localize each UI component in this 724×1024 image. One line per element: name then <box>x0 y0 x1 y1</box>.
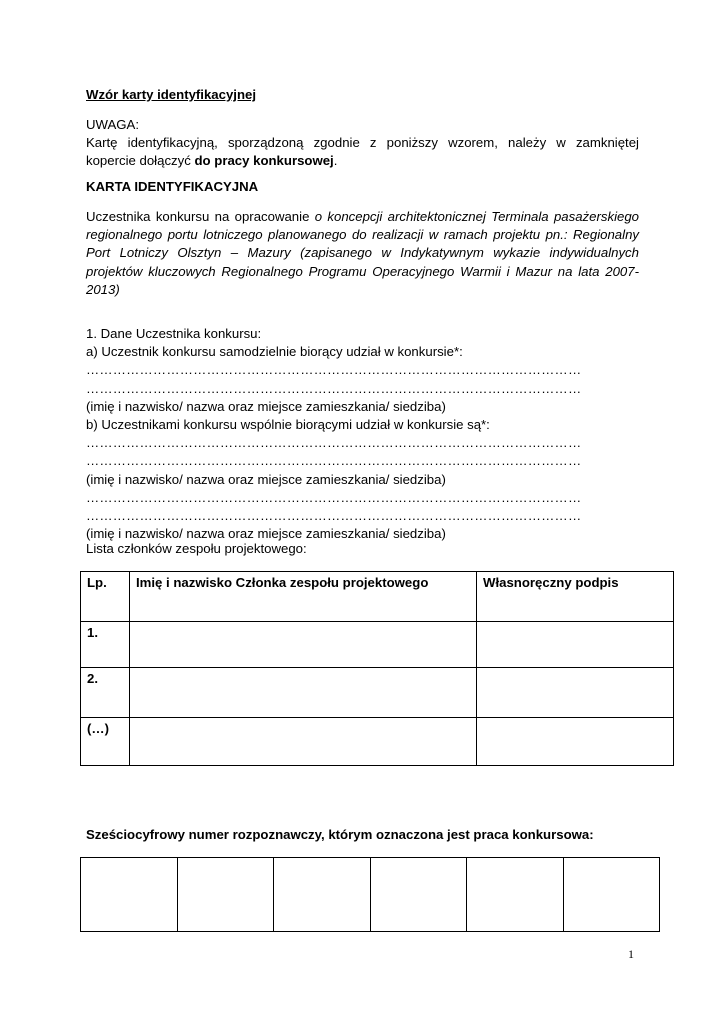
intro-line-5: 2013) <box>86 281 120 297</box>
table-row <box>81 622 674 668</box>
id-number-label: Sześciocyfrowy numer rozpoznawczy, którym oznaczona jest praca konkursowa: <box>86 827 594 842</box>
notice-line-1: Kartę identyfikacyjną, sporządzoną zgodnie z poniższy wzorem, należy w zamkniętej <box>86 135 639 151</box>
notice <box>86 116 639 171</box>
intro-line-4: projektów kluczowych Regionalnego Programu Operacyjnego Warmii i Mazur na lata 2007- <box>86 263 639 279</box>
digit-box-6[interactable] <box>563 858 660 932</box>
intro-paragraph <box>86 208 639 299</box>
notice-line-2-prefix: kopercie dołączyć <box>86 153 195 169</box>
intro-line-3: Port Lotniczy Olsztyn – Mazury (zapisanego w Indykatywnym wykazie indywidualnych <box>86 245 639 261</box>
digit-box-3[interactable] <box>274 858 371 932</box>
signature-cell[interactable] <box>477 622 674 668</box>
signature-cell[interactable] <box>477 668 674 718</box>
notice-heading: UWAGA: <box>86 117 139 132</box>
fill-line: ………………………………………………………………………………………………… <box>86 489 582 505</box>
member-name-cell[interactable] <box>130 718 477 766</box>
intro-line-1-prefix: Uczestnika konkursu na opracowanie <box>86 209 315 224</box>
team-list-label: Lista członków zespołu projektowego: <box>86 541 307 556</box>
fill-line: ………………………………………………………………………………………………… <box>86 362 582 378</box>
joint-participants-section <box>86 416 639 543</box>
option-a-label: a) Uczestnik konkursu samodzielnie biorący udział w konkursie*: <box>86 344 463 360</box>
digit-box-4[interactable] <box>370 858 467 932</box>
intro-line-1 <box>86 208 639 226</box>
participant-data-section <box>86 325 639 416</box>
fill-line: ………………………………………………………………………………………………… <box>86 453 582 469</box>
table-header-row <box>81 572 674 622</box>
field-caption: (imię i nazwisko/ nazwa oraz miejsce zamieszkania/ siedziba) <box>86 471 446 487</box>
signature-cell[interactable] <box>477 718 674 766</box>
fill-line: ………………………………………………………………………………………………… <box>86 508 582 524</box>
participant-data-heading: 1. Dane Uczestnika konkursu: <box>86 326 262 341</box>
fill-line: ………………………………………………………………………………………………… <box>86 380 582 396</box>
digit-box-2[interactable] <box>177 858 274 932</box>
card-heading: KARTA IDENTYFIKACYJNA <box>86 179 259 194</box>
header-lp: Lp. <box>81 572 130 622</box>
field-caption: (imię i nazwisko/ nazwa oraz miejsce zamieszkania/ siedziba) <box>86 526 446 542</box>
option-b-label: b) Uczestnikami konkursu wspólnie biorącymi udział w konkursie są*: <box>86 417 490 432</box>
row-number: 1. <box>81 622 130 668</box>
row-number: 2. <box>81 668 130 718</box>
notice-line-2-bold: do pracy konkursowej <box>194 153 334 169</box>
notice-line-2 <box>86 152 639 170</box>
fill-line: ………………………………………………………………………………………………… <box>86 435 582 451</box>
digit-box-5[interactable] <box>467 858 564 932</box>
id-number-boxes <box>80 857 660 932</box>
digit-box-1[interactable] <box>81 858 178 932</box>
header-signature: Własnoręczny podpis <box>477 572 674 622</box>
table-row <box>81 718 674 766</box>
team-members-table <box>80 571 674 766</box>
member-name-cell[interactable] <box>130 668 477 718</box>
intro-line-1-italic: o koncepcji architektonicznej Terminala pasażerskiego <box>314 209 639 224</box>
page-number: 1 <box>628 947 634 961</box>
page-title: Wzór karty identyfikacyjnej <box>86 87 257 102</box>
intro-line-2: regionalnego portu lotniczego planowanego do realizacji w ramach projektu pn.: Regionalny <box>86 227 639 243</box>
header-name: Imię i nazwisko Członka zespołu projektowego <box>130 572 477 622</box>
field-caption: (imię i nazwisko/ nazwa oraz miejsce zamieszkania/ siedziba) <box>86 398 446 414</box>
member-name-cell[interactable] <box>130 622 477 668</box>
notice-line-2-suffix: . <box>333 153 338 169</box>
table-row <box>81 668 674 718</box>
row-number: (…) <box>81 718 130 766</box>
